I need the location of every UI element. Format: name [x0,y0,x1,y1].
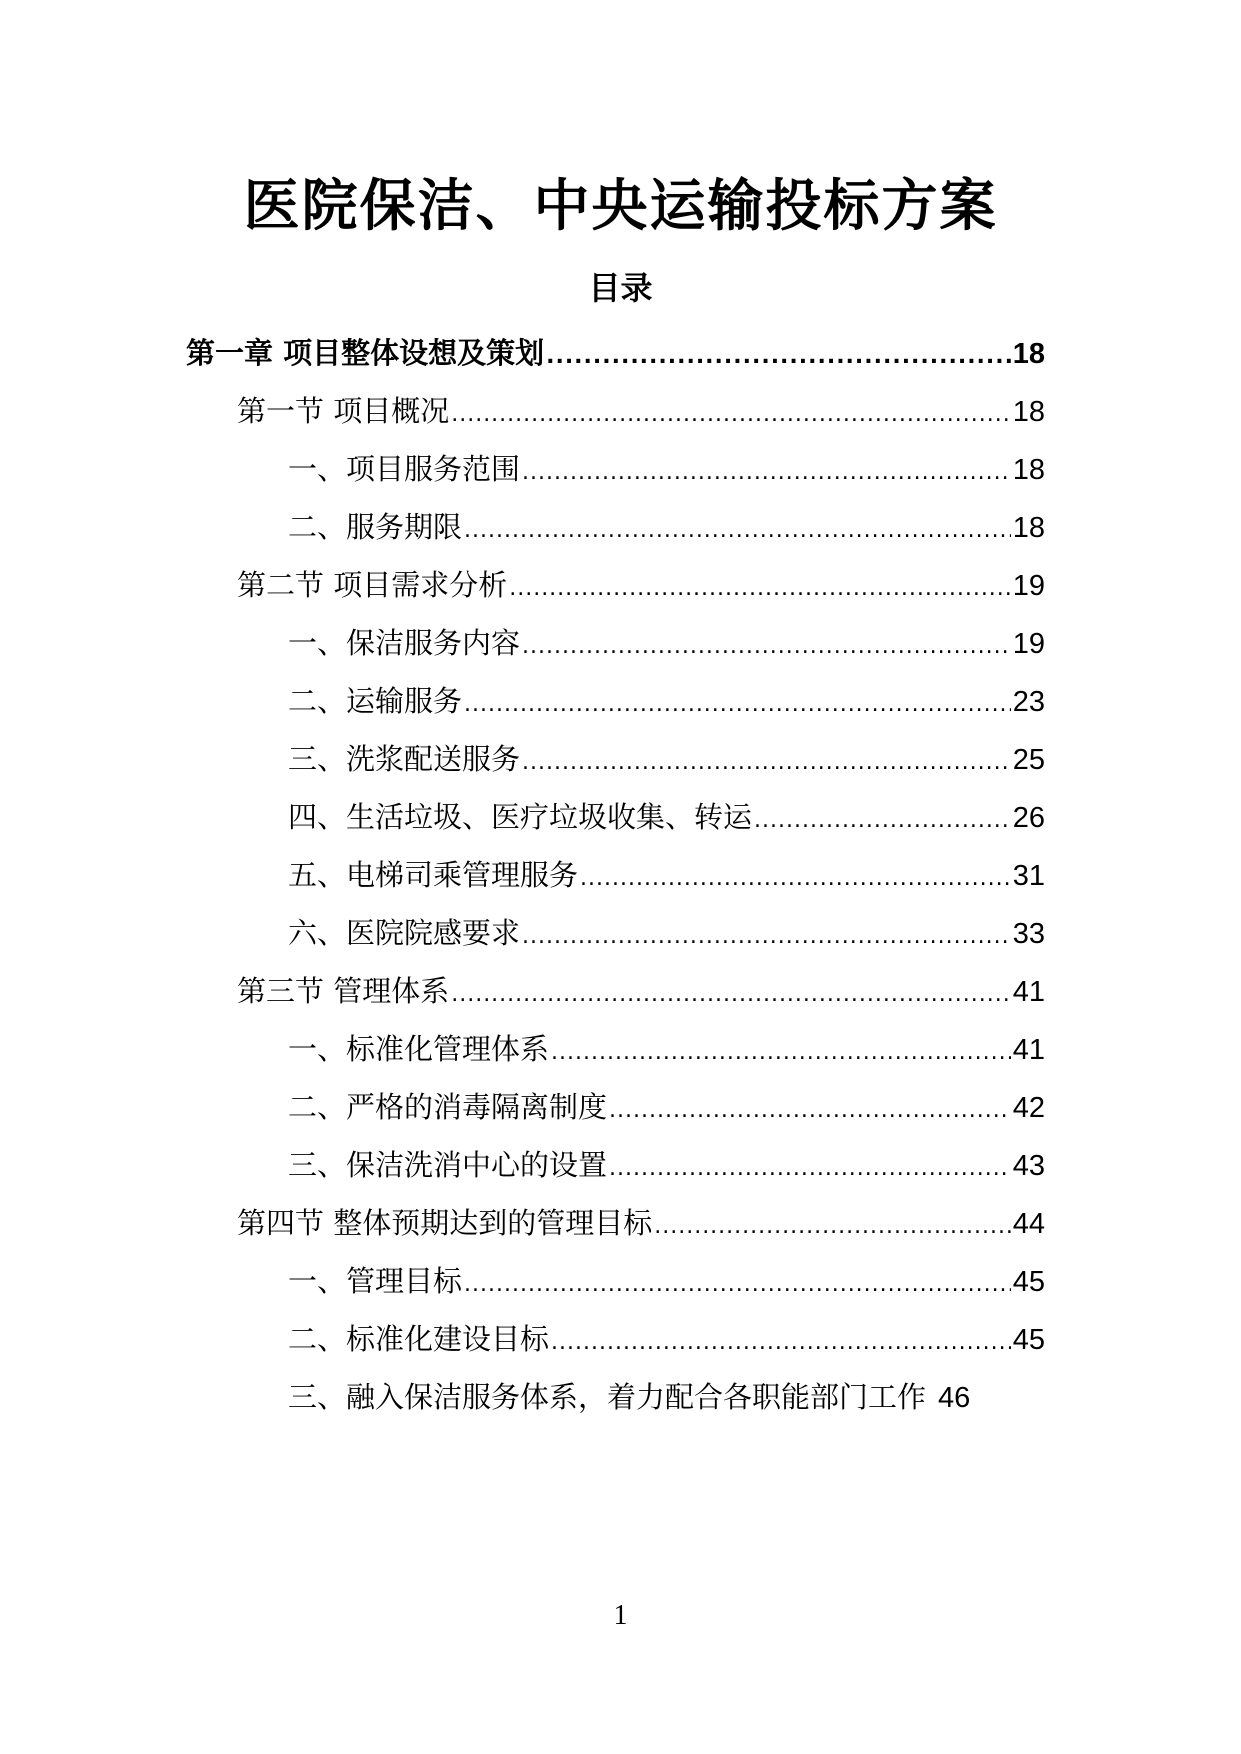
toc-entry[interactable] [237,388,1045,434]
toc-leader-dots [580,856,1011,902]
toc-leader-dots [522,914,1011,960]
toc-entry-label: 一、项目服务范围 [288,452,521,486]
toc-entry-label: 三、融入保洁服务体系，着力配合各职能部门工作 [288,1380,927,1414]
toc-leader-dots [754,798,1011,844]
toc-entry-label: 第四节 整体预期达到的管理目标 [237,1206,653,1240]
toc-entry[interactable] [288,1026,1045,1072]
page-number: 1 [613,1600,628,1631]
toc-leader-dots [464,508,1011,554]
toc-entry-label: 二、运输服务 [288,684,463,718]
toc-entry[interactable] [288,446,1045,492]
toc-entry-label: 一、保洁服务内容 [288,626,521,660]
toc-leader-dots [451,972,1011,1018]
toc-entry-page: 26 [1012,802,1045,834]
toc-entry[interactable] [288,1142,1045,1188]
toc-entry-label: 第一章 项目整体设想及策划 [186,336,545,370]
toc-heading: 目录 [588,269,653,307]
toc-leader-dots [509,566,1011,612]
toc-leader-dots [551,1320,1011,1366]
toc-entry[interactable] [288,1374,1045,1420]
toc-leader-dots [522,740,1011,786]
toc-entry-page: 45 [1012,1324,1045,1356]
toc-entry[interactable] [288,678,1045,724]
toc-entry-label: 三、保洁洗消中心的设置 [288,1148,608,1182]
toc-entry-page: 18 [1012,454,1045,486]
toc-entry[interactable] [237,1200,1045,1246]
toc-leader-dots [609,1088,1011,1134]
toc-entry[interactable] [288,504,1045,550]
toc-entry[interactable] [288,736,1045,782]
toc-entry-page: 45 [1012,1266,1045,1298]
page-title: 医院保洁、中央运输投标方案 [243,174,998,239]
toc-entry-page: 18 [1012,512,1045,544]
toc-entry-page: 43 [1012,1150,1045,1182]
toc-entry-page: 19 [1012,628,1045,660]
toc-entry[interactable] [288,910,1045,956]
toc-entry[interactable] [288,794,1045,840]
toc-entry[interactable] [288,852,1045,898]
toc-entry[interactable] [288,1084,1045,1130]
toc-entry[interactable] [237,968,1045,1014]
toc-entry[interactable] [288,1258,1045,1304]
toc-entry-page: 23 [1012,686,1045,718]
toc-entry-page: 25 [1012,744,1045,776]
toc-entry-page: 19 [1012,570,1045,602]
toc-leader-dots [464,682,1011,728]
toc-entry-page: 31 [1012,860,1045,892]
toc-entry-label: 第一节 项目概况 [237,394,450,428]
toc-entry[interactable] [288,620,1045,666]
toc-entry-page: 46 [938,1382,971,1414]
toc-entry-label: 二、服务期限 [288,510,463,544]
toc-entry-page: 33 [1012,918,1045,950]
toc-leader-dots [522,450,1011,496]
toc-entry[interactable] [237,562,1045,608]
toc-leader-dots [551,1030,1011,1076]
toc-entry-page: 18 [1012,396,1045,428]
toc-entry-page: 41 [1012,976,1045,1008]
toc-entry-label: 六、医院院感要求 [288,916,521,950]
toc-leader-dots [451,392,1011,438]
toc-entry-label: 二、严格的消毒隔离制度 [288,1090,608,1124]
toc-entry-label: 四、生活垃圾、医疗垃圾收集、转运 [288,800,753,834]
toc-entry-page: 18 [1012,338,1045,370]
toc-entry-label: 第二节 项目需求分析 [237,568,508,602]
toc-entry-label: 三、洗浆配送服务 [288,742,521,776]
toc-entry[interactable] [186,330,1045,376]
toc-entry-label: 二、标准化建设目标 [288,1322,550,1356]
toc-entry-label: 一、管理目标 [288,1264,463,1298]
toc-entry-label: 第三节 管理体系 [237,974,450,1008]
toc-entry-page: 42 [1012,1092,1045,1124]
toc-entry[interactable] [288,1316,1045,1362]
toc-entry-label: 五、电梯司乘管理服务 [288,858,579,892]
toc-entry-label: 一、标准化管理体系 [288,1032,550,1066]
toc-entry-page: 44 [1012,1208,1045,1240]
toc-leader-dots [464,1262,1011,1308]
toc-leader-dots [609,1146,1011,1192]
toc-entry-page: 41 [1012,1034,1045,1066]
toc-leader-dots [546,334,1011,380]
toc-leader-dots [522,624,1011,670]
toc-leader-dots [654,1204,1011,1250]
